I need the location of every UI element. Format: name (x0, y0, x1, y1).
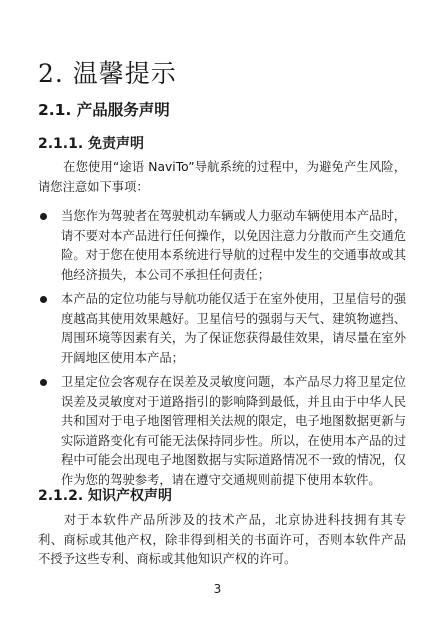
page-number: 3 (213, 582, 222, 596)
disclaimer-intro-paragraph (38, 158, 406, 197)
bullet-icon (40, 379, 47, 386)
disclaimer-bullet-list (38, 207, 406, 495)
disclaimer-intro-text: 在您使用“途语 NaviTo”导航系统的过程中，为避免产生风险，请您注意如下事项： (38, 160, 406, 194)
list-item (38, 207, 406, 285)
chapter-title: 2. 温馨提示 (38, 59, 177, 88)
bullet-icon (40, 296, 47, 303)
ip-text: 对于本软件产品所涉及的技术产品，北京协进科技拥有其专利、商标或其他产权，除非得到相关的书面许可，否则本软件产品不授予这些专利、商标或其他知识产权的许可。 (38, 513, 406, 566)
ip-paragraph (38, 511, 406, 570)
bullet-text: 当您作为驾驶者在驾驶机动车辆或人力驱动车辆使用本产品时，请不要对本产品进行任何操作，以免因注意力分散而产生交通危险。对于您在使用本系统进行导航的过程中发生的交通事故或其他经济损失，本公司不承担任何责任； (61, 209, 406, 282)
section-heading-product-service: 2.1. 产品服务声明 (38, 101, 170, 119)
subsection-heading-ip: 2.1.2. 知识产权声明 (38, 488, 173, 504)
subsection-heading-disclaimer: 2.1.1. 免责声明 (38, 136, 145, 152)
list-item (38, 373, 406, 490)
bullet-text: 本产品的定位功能与导航功能仅适于在室外使用，卫星信号的强度越高其使用效果越好。卫星信号的强弱与天气、建筑物遮挡、周围环境等因素有关，为了保证您获得最佳效果，请尽量在室外开阔地区使用本产品； (61, 292, 406, 365)
bullet-icon (40, 213, 47, 220)
bullet-text: 卫星定位会客观存在误差及灵敏度问题，本产品尽力将卫星定位误差及灵敏度对于道路指引的影响降到最低，并且由于中华人民共和国对于电子地图管理相关法规的限定，电子地图数据更新与实际道路变化有可能无法保持同步性。所以，在使用本产品的过程中可能会出现电子地图数据与实际道路情况不一致的情况，仅作为您的驾驶参考，请在遵守交通规则前提下使用本软件。 (61, 375, 406, 487)
list-item (38, 290, 406, 368)
